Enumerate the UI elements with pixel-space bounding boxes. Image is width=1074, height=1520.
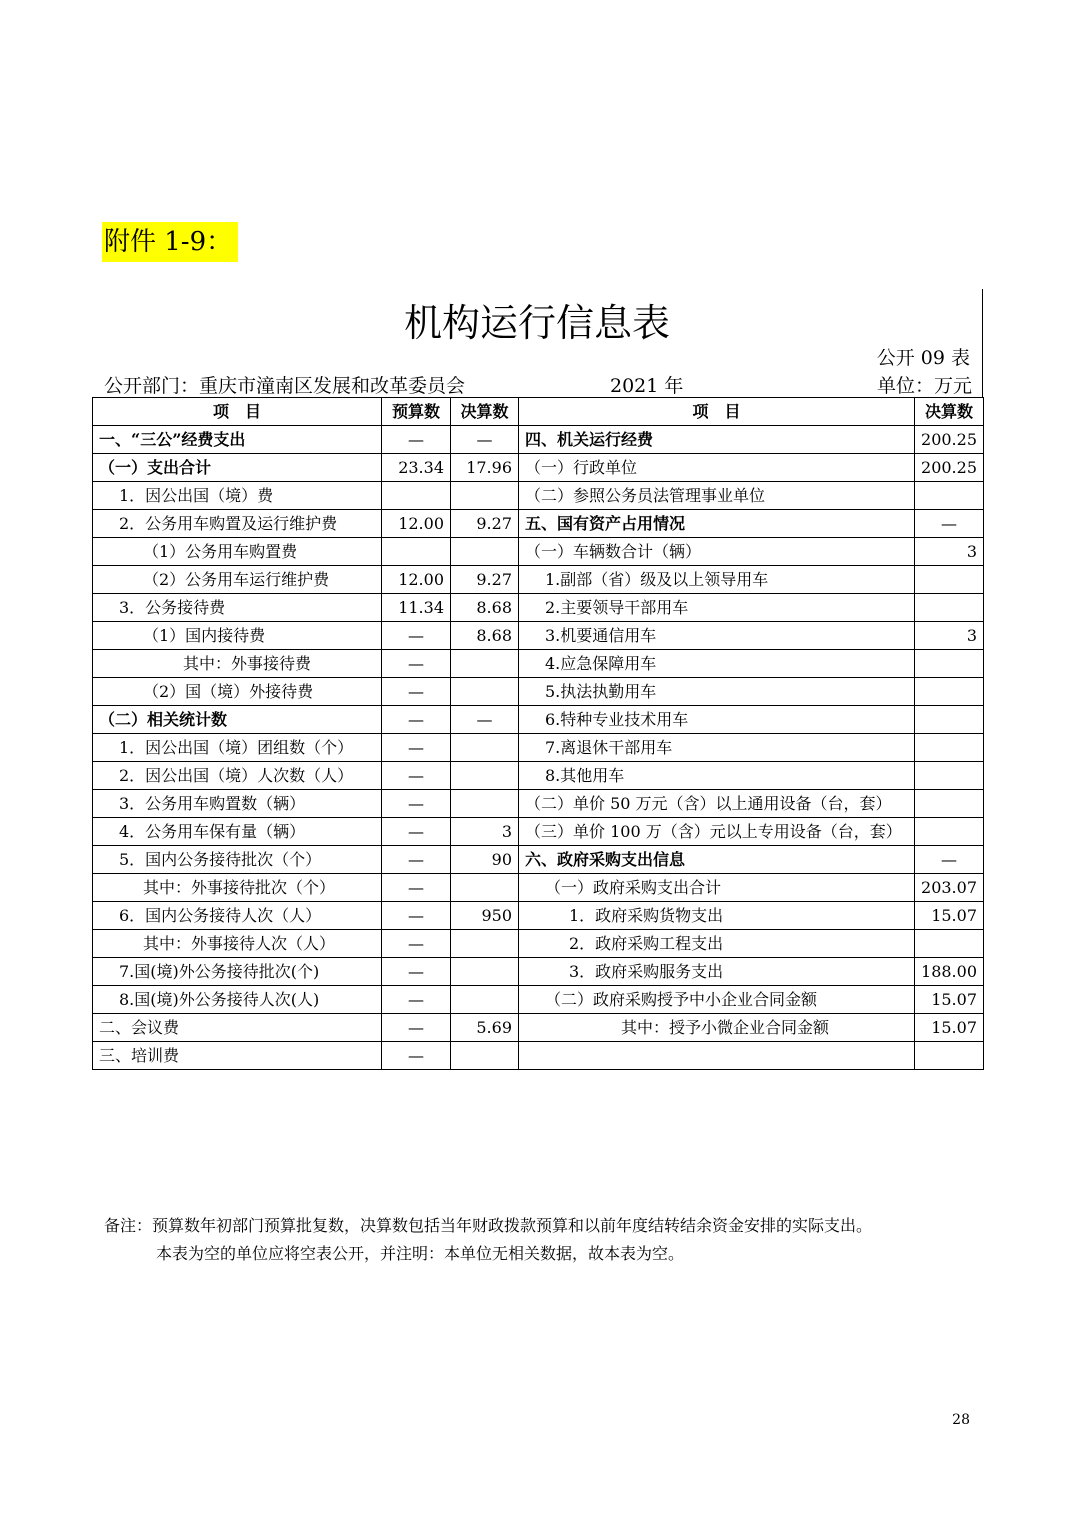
footnote-line-1: 备注：预算数年初部门预算批复数，决算数包括当年财政拨款预算和以前年度结转结余资金安排的实际支出。 <box>104 1216 873 1235</box>
row-budget: 12.00 <box>382 510 451 538</box>
row-label: 5．国内公务接待批次（个） <box>93 846 382 874</box>
row-value-right <box>915 930 984 958</box>
attachment-label: 附件 1-9： <box>102 222 238 262</box>
row-label: 三、培训费 <box>93 1042 382 1070</box>
row-value-right: 15.07 <box>915 902 984 930</box>
table-row <box>93 874 984 902</box>
row-budget: 12.00 <box>382 566 451 594</box>
row-label: 2．因公出国（境）人次数（人） <box>93 762 382 790</box>
row-value-right: 200.25 <box>915 454 984 482</box>
row-label: 8.国(境)外公务接待人次(人) <box>93 986 382 1014</box>
row-final: 950 <box>451 902 519 930</box>
row-label: 1．因公出国（境）团组数（个） <box>93 734 382 762</box>
row-label: 3．公务用车购置数（辆） <box>93 790 382 818</box>
header-budget: 预算数 <box>382 398 451 426</box>
row-label: （2）公务用车运行维护费 <box>93 566 382 594</box>
row-value-right: 203.07 <box>915 874 984 902</box>
table-row <box>93 650 984 678</box>
row-budget: — <box>382 930 451 958</box>
table-row <box>93 622 984 650</box>
row-final <box>451 1042 519 1070</box>
row-label-right: （二）参照公务员法管理事业单位 <box>519 482 915 510</box>
row-final: 8.68 <box>451 594 519 622</box>
year-label: 2021 年 <box>610 375 684 397</box>
row-value-right: 15.07 <box>915 986 984 1014</box>
row-label-right: 四、机关运行经费 <box>519 426 915 454</box>
row-label-right <box>519 1042 915 1070</box>
row-label-right: （一）车辆数合计（辆） <box>519 538 915 566</box>
row-label: 1．因公出国（境）费 <box>93 482 382 510</box>
page-title: 机构运行信息表 <box>403 301 670 345</box>
table-row <box>93 734 984 762</box>
department-label: 公开部门：重庆市潼南区发展和改革委员会 <box>104 375 466 397</box>
row-label: 其中：外事接待费 <box>93 650 382 678</box>
row-final <box>451 482 519 510</box>
row-label-right: 2.主要领导干部用车 <box>519 594 915 622</box>
table-row <box>93 818 984 846</box>
row-final: 9.27 <box>451 510 519 538</box>
row-budget: — <box>382 622 451 650</box>
row-final: 8.68 <box>451 622 519 650</box>
row-final: 9.27 <box>451 566 519 594</box>
row-label: 其中：外事接待人次（人） <box>93 930 382 958</box>
row-budget: 23.34 <box>382 454 451 482</box>
table-row <box>93 566 984 594</box>
row-value-right: — <box>915 846 984 874</box>
table-row <box>93 846 984 874</box>
row-budget: — <box>382 678 451 706</box>
table-row <box>93 930 984 958</box>
row-budget: — <box>382 1014 451 1042</box>
row-final: 3 <box>451 818 519 846</box>
row-label: （二）相关统计数 <box>93 706 382 734</box>
row-budget <box>382 482 451 510</box>
row-value-right: 200.25 <box>915 426 984 454</box>
row-label: 其中：外事接待批次（个） <box>93 874 382 902</box>
row-budget: — <box>382 762 451 790</box>
row-value-right <box>915 594 984 622</box>
row-value-right <box>915 818 984 846</box>
row-budget: 11.34 <box>382 594 451 622</box>
row-label-right: （三）单价 100 万（含）元以上专用设备（台，套） <box>519 818 915 846</box>
row-budget: — <box>382 986 451 1014</box>
row-label-right: 4.应急保障用车 <box>519 650 915 678</box>
table-row <box>93 1014 984 1042</box>
row-label-right: （二）单价 50 万元（含）以上通用设备（台，套） <box>519 790 915 818</box>
table-number: 公开 09 表 <box>876 347 970 369</box>
row-label: 4．公务用车保有量（辆） <box>93 818 382 846</box>
table-row <box>93 426 984 454</box>
row-final: 17.96 <box>451 454 519 482</box>
row-budget: — <box>382 846 451 874</box>
table-row <box>93 454 984 482</box>
row-budget: — <box>382 874 451 902</box>
header-item-right: 项 目 <box>519 398 915 426</box>
table-row <box>93 986 984 1014</box>
row-budget: — <box>382 790 451 818</box>
row-final: 5.69 <box>451 1014 519 1042</box>
header-item: 项 目 <box>93 398 382 426</box>
row-label-right: 五、国有资产占用情况 <box>519 510 915 538</box>
footnote <box>104 1212 872 1268</box>
row-final <box>451 790 519 818</box>
row-value-right <box>915 482 984 510</box>
table-row <box>93 762 984 790</box>
table-row <box>93 706 984 734</box>
row-label-right: 1．政府采购货物支出 <box>519 902 915 930</box>
row-label: （1）国内接待费 <box>93 622 382 650</box>
row-final <box>451 538 519 566</box>
table-row <box>93 482 984 510</box>
row-budget: — <box>382 902 451 930</box>
row-value-right: 188.00 <box>915 958 984 986</box>
row-label-right: （一）行政单位 <box>519 454 915 482</box>
table-row <box>93 678 984 706</box>
row-budget: — <box>382 1042 451 1070</box>
row-label: 3．公务接待费 <box>93 594 382 622</box>
row-final <box>451 678 519 706</box>
page-number: 28 <box>952 1412 970 1428</box>
row-final <box>451 986 519 1014</box>
row-final <box>451 734 519 762</box>
row-final <box>451 874 519 902</box>
row-value-right <box>915 650 984 678</box>
row-budget: — <box>382 650 451 678</box>
row-label-right: （一）政府采购支出合计 <box>519 874 915 902</box>
row-label: 6．国内公务接待人次（人） <box>93 902 382 930</box>
row-label-right: 5.执法执勤用车 <box>519 678 915 706</box>
row-budget: — <box>382 706 451 734</box>
table-row <box>93 958 984 986</box>
row-label: （1）公务用车购置费 <box>93 538 382 566</box>
table-row <box>93 1042 984 1070</box>
row-label-right: 1.副部（省）级及以上领导用车 <box>519 566 915 594</box>
table-row <box>93 538 984 566</box>
row-value-right: 15.07 <box>915 1014 984 1042</box>
row-label-right: 8.其他用车 <box>519 762 915 790</box>
row-label: 一、“三公”经费支出 <box>93 426 382 454</box>
row-final <box>451 930 519 958</box>
table-row <box>93 510 984 538</box>
row-value-right <box>915 678 984 706</box>
table-header-row <box>93 398 984 426</box>
row-label: 7.国(境)外公务接待批次(个) <box>93 958 382 986</box>
row-final <box>451 762 519 790</box>
row-value-right <box>915 762 984 790</box>
row-budget: — <box>382 734 451 762</box>
row-label: 2．公务用车购置及运行维护费 <box>93 510 382 538</box>
row-budget: — <box>382 426 451 454</box>
row-label-right: 其中：授予小微企业合同金额 <box>519 1014 915 1042</box>
row-final <box>451 650 519 678</box>
row-label-right: 2．政府采购工程支出 <box>519 930 915 958</box>
row-final: — <box>451 706 519 734</box>
row-final <box>451 958 519 986</box>
row-label-right: （二）政府采购授予中小企业合同金额 <box>519 986 915 1014</box>
row-value-right: — <box>915 510 984 538</box>
row-value-right <box>915 706 984 734</box>
row-label-right: 3.机要通信用车 <box>519 622 915 650</box>
info-table <box>92 397 984 1070</box>
table-row <box>93 902 984 930</box>
row-budget: — <box>382 818 451 846</box>
row-label-right: 7.离退休干部用车 <box>519 734 915 762</box>
header-final-right: 决算数 <box>915 398 984 426</box>
row-value-right <box>915 566 984 594</box>
row-label-right: 六、政府采购支出信息 <box>519 846 915 874</box>
row-label: 二、会议费 <box>93 1014 382 1042</box>
row-budget: — <box>382 958 451 986</box>
table-row <box>93 790 984 818</box>
row-label-right: 3．政府采购服务支出 <box>519 958 915 986</box>
row-value-right <box>915 734 984 762</box>
row-label-right: 6.特种专业技术用车 <box>519 706 915 734</box>
row-label: （2）国（境）外接待费 <box>93 678 382 706</box>
footnote-line-2: 本表为空的单位应将空表公开，并注明：本单位无相关数据，故本表为空。 <box>156 1244 685 1263</box>
row-final: 90 <box>451 846 519 874</box>
row-final: — <box>451 426 519 454</box>
row-value-right: 3 <box>915 538 984 566</box>
row-value-right <box>915 790 984 818</box>
row-budget <box>382 538 451 566</box>
table-row <box>93 594 984 622</box>
unit-label: 单位：万元 <box>876 375 972 397</box>
header-final: 决算数 <box>451 398 519 426</box>
row-value-right <box>915 1042 984 1070</box>
row-label: （一）支出合计 <box>93 454 382 482</box>
row-value-right: 3 <box>915 622 984 650</box>
